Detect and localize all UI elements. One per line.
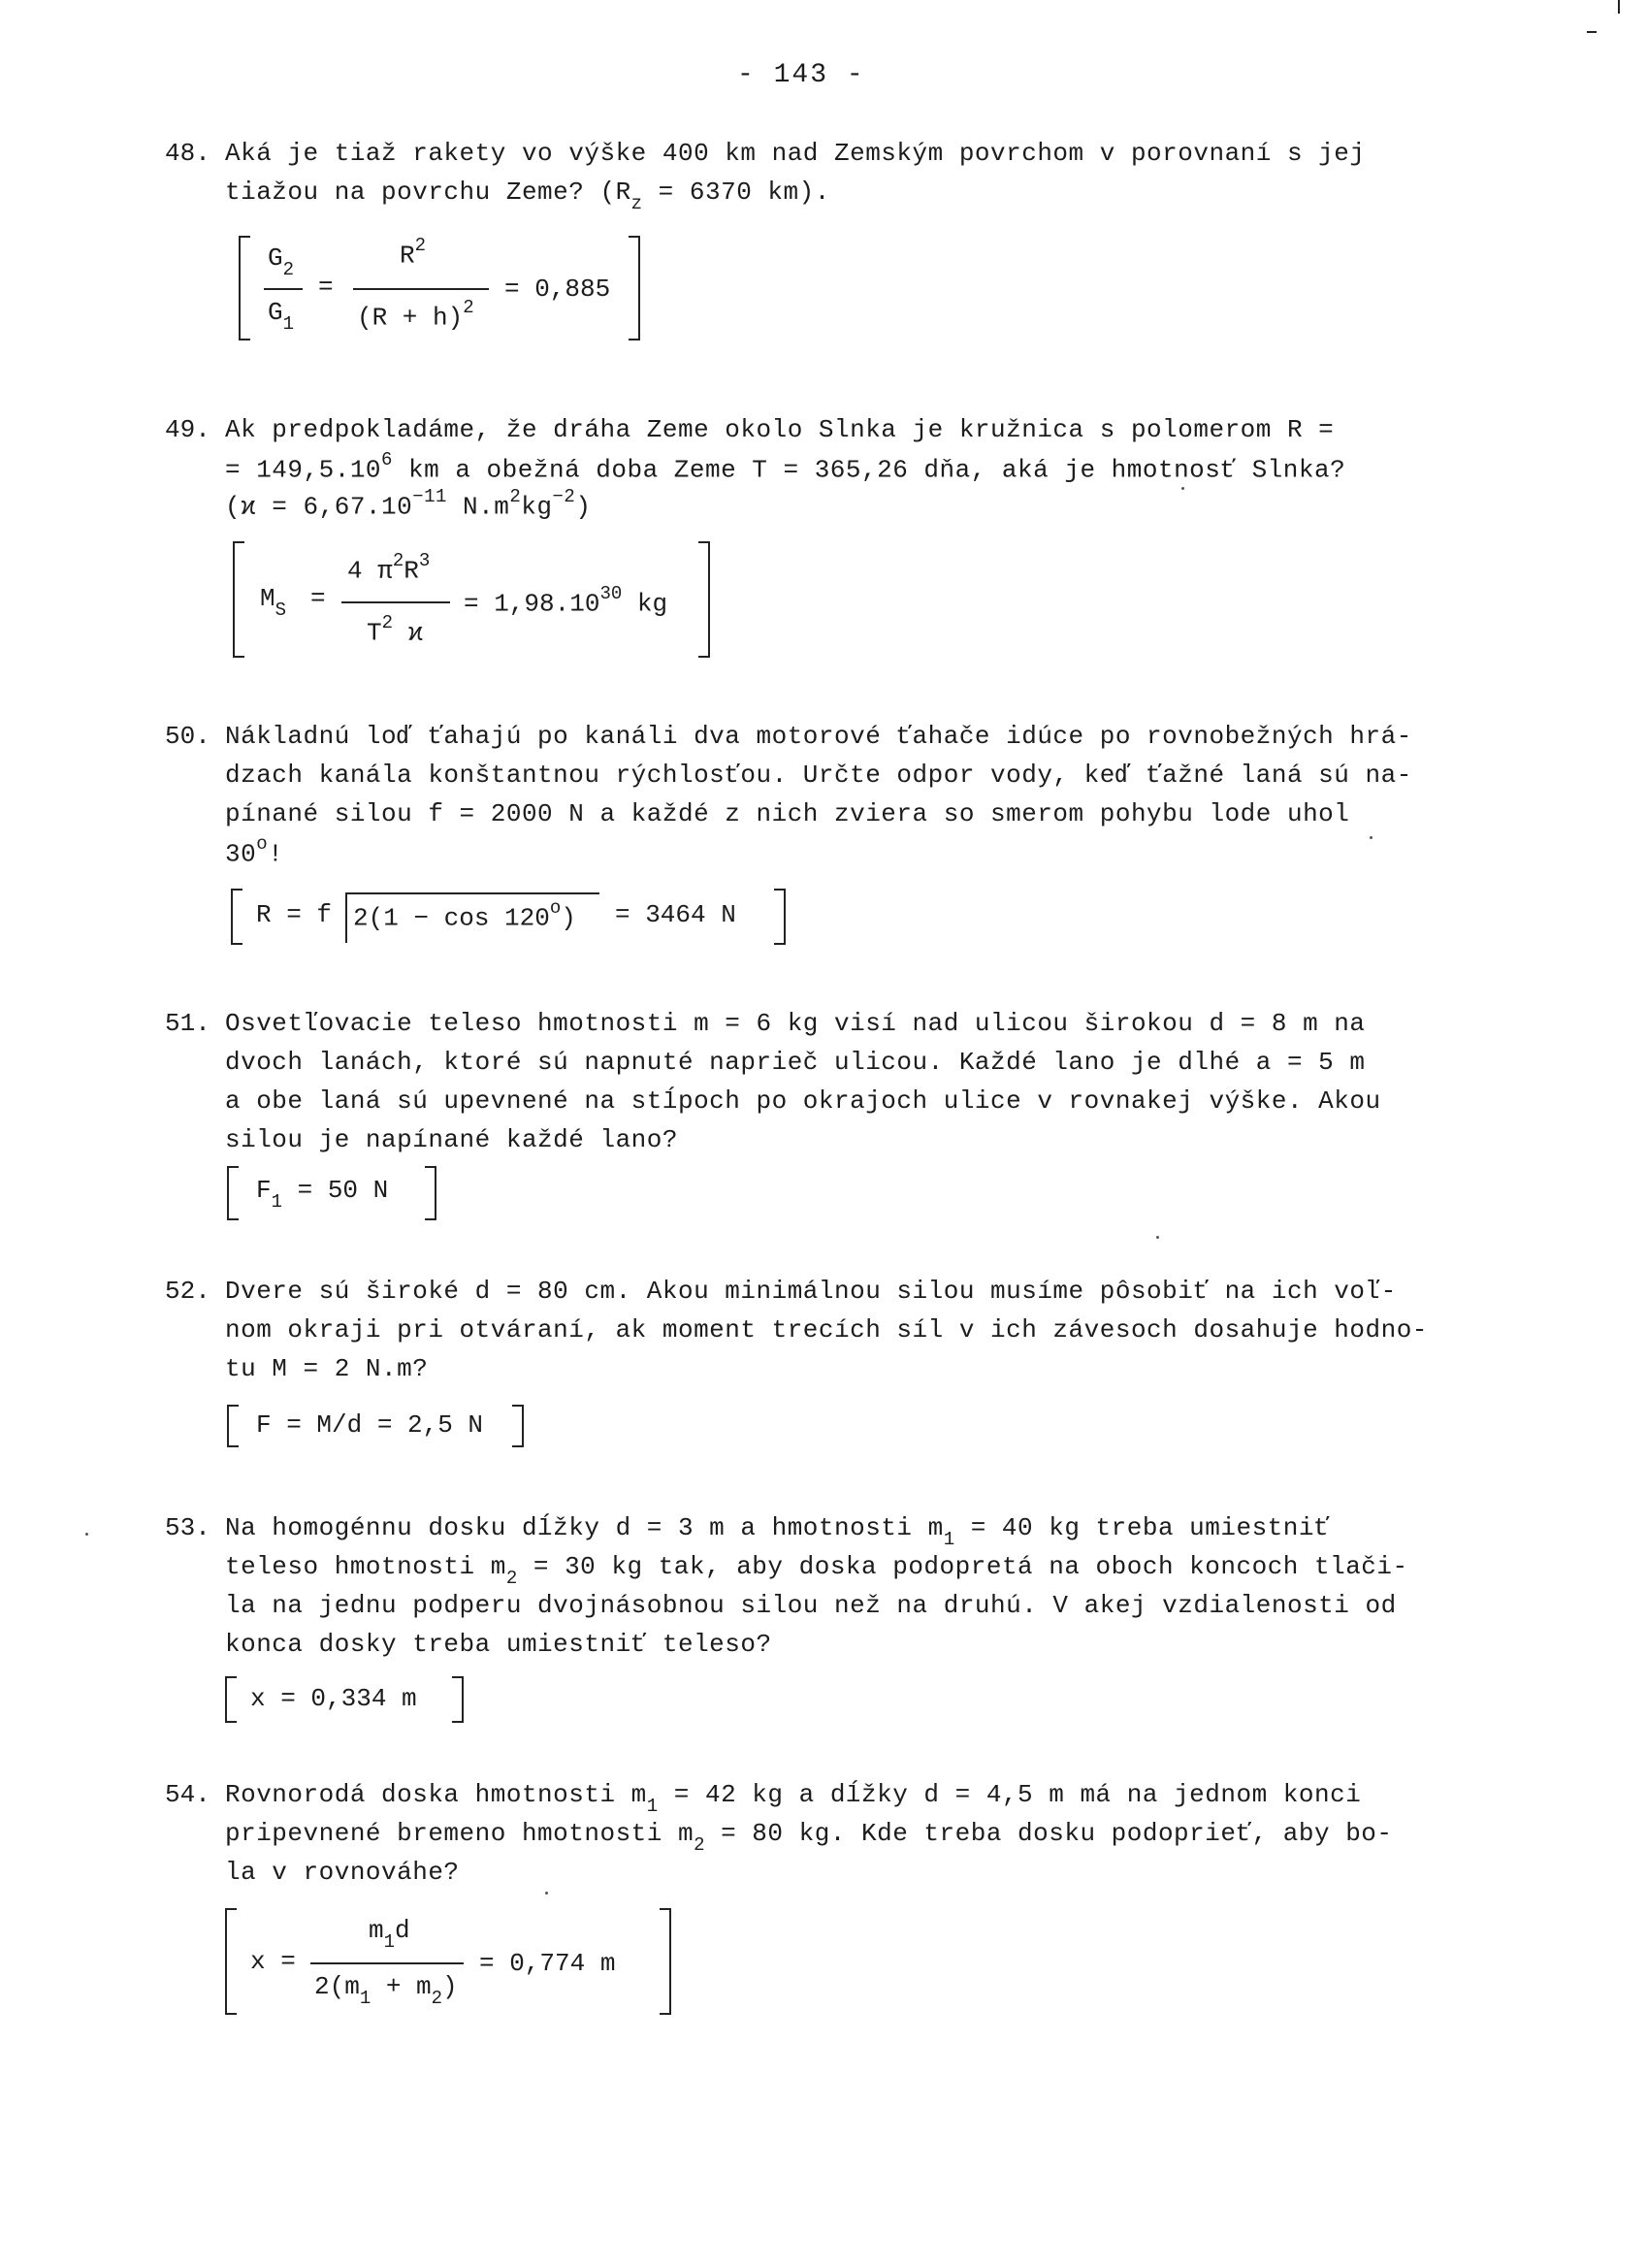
problem-number: 53. — [165, 1513, 210, 1542]
problem-text-line: la na jednu podperu dvojnásobnou silou než na druhú. V akej vzdialenosti od — [225, 1591, 1397, 1620]
problem-text-line: Ak predpokladáme, že dráha Zeme okolo Slnka je kružnica s polomerom R = — [225, 415, 1335, 444]
problem-text-line: Rovnorodá doska hmotnosti $m_1 = 42$ kg a dĺžky d = 4,5 m má na jednom konci — [225, 1780, 1362, 1818]
problem-50 — [165, 722, 1426, 955]
answer-box: R = f 2(1 − cos 120$^o$) = 3464 N — [231, 889, 786, 945]
answer-box — [227, 1405, 524, 1447]
answer-box — [227, 1166, 436, 1220]
problem-number: 52. — [165, 1277, 210, 1306]
fraction: $G_2$ $G_1$ — [264, 236, 303, 340]
answer-result: x = 0,334 m — [250, 1684, 417, 1713]
problem-text-line: dvoch lanách, ktoré sú napnuté naprieč ulicou. Každé lano je dlhé a = 5 m — [225, 1048, 1366, 1077]
problem-text-line: tu M = 2 N.m? — [225, 1354, 429, 1383]
scan-speckle — [545, 1892, 548, 1895]
answer-result: = $1,98.10^{30}$ kg — [464, 583, 668, 619]
problem-text-line: teleso hmotnosti $m_2 = 30$ kg tak, aby doska podopretá na oboch koncoch tlači- — [225, 1552, 1408, 1590]
scan-speckle — [1156, 1236, 1159, 1239]
problem-number: 48. — [165, 139, 210, 168]
problem-52 — [165, 1277, 1426, 1461]
answer-box: x = $m_1d$ $2(m_1 + m_2)$ = 0,774 m — [225, 1908, 671, 2015]
edge-mark — [1618, 0, 1620, 14]
answer-result: = 3464 N — [615, 900, 736, 929]
problem-text-line: = $149,5.10^6$ km a obežná doba Zeme T = 365,26 dňa, aká je hmotnosť Slnka? — [225, 449, 1346, 485]
problem-number: 51. — [165, 1009, 210, 1038]
problem-number: 50. — [165, 722, 210, 751]
answer-box: $G_2$ $G_1$ = $R^2$ $(R + h)^2$ = 0,885 — [239, 236, 640, 340]
problem-48 — [165, 139, 1426, 362]
sqrt-sign — [345, 892, 347, 943]
problem-text-line: tiažou na povrchu Zeme? ($R_z = 6370$ km). — [225, 178, 830, 215]
problem-text-line: 30$^o$! — [225, 833, 284, 869]
scan-speckle — [1370, 836, 1372, 839]
problem-text-line: Osvetľovacie teleso hmotnosti m = 6 kg visí nad ulicou širokou d = 8 m na — [225, 1009, 1366, 1038]
edge-mark — [1587, 31, 1597, 33]
problem-53 — [165, 1513, 1426, 1736]
problem-49 — [165, 415, 1426, 667]
problem-text-line: Dvere sú široké d = 80 cm. Akou minimálnou silou musíme pôsobiť na ich voľ- — [225, 1277, 1397, 1306]
problem-number: 54. — [165, 1780, 210, 1809]
answer-result: F = M/d = 2,5 N — [256, 1410, 484, 1440]
problem-number: 49. — [165, 415, 210, 444]
answer-result: = 0,774 m — [479, 1949, 616, 1978]
problem-text-line: konca dosky treba umiestniť teleso? — [225, 1630, 772, 1659]
problem-text-line: ($ϰ = 6,67.10^{-11}$ $N.m^2kg^{-2}$) — [225, 486, 592, 522]
problem-text-line: silou je napínané každé lano? — [225, 1125, 678, 1154]
answer-box — [225, 1676, 464, 1723]
answer-box: $M_S$ = 4 $\pi^2R^3$ $T^2$ ϰ = $1,98.10^{30}$ kg — [233, 541, 710, 658]
scan-speckle — [1181, 487, 1184, 490]
problem-text-line: la v rovnováhe? — [225, 1858, 460, 1887]
problem-text-line: a obe laná sú upevnené na stĺpoch po okrajoch ulice v rovnakej výške. Akou — [225, 1086, 1381, 1116]
problem-text-line: Na homogénnu dosku dĺžky d = 3 m a hmotnosti $m_1 = 40$ kg treba umiestniť — [225, 1513, 1331, 1551]
answer-result: = 0,885 — [504, 275, 611, 304]
answer-result: $F_1 = 50$ N — [256, 1176, 389, 1214]
fraction: $R^2$ $(R + h)^2$ — [353, 236, 489, 340]
problem-text-line: Nákladnú loď ťahajú po kanáli dva motorové ťahače idúce po rovnobežných hrá- — [225, 722, 1412, 751]
radicand: 2(1 − cos 120$^o$) — [353, 897, 576, 933]
fraction: $m_1d$ $2(m_1 + m_2)$ — [310, 1908, 464, 2015]
problem-text-line: nom okraji pri otváraní, ak moment trecích síl v ich závesoch dosahuje hodno- — [225, 1315, 1428, 1345]
problem-text-line: pripevnené bremeno hmotnosti $m_2 = 80$ kg. Kde treba dosku podoprieť, aby bo- — [225, 1819, 1393, 1857]
fraction: 4 $\pi^2R^3$ $T^2$ ϰ — [341, 541, 450, 658]
problem-text-line: dzach kanála konštantnou rýchlosťou. Určte odpor vody, keď ťažné laná sú na- — [225, 761, 1412, 790]
problem-text-line: pínané silou f = 2000 N a každé z nich zviera so smerom pohybu lode uhol — [225, 799, 1350, 828]
page-number: - 143 - — [737, 60, 865, 90]
problem-text-line: Aká je tiaž rakety vo výške 400 km nad Zemským povrchom v porovnaní s jej — [225, 139, 1366, 168]
scan-speckle — [85, 1533, 88, 1536]
problem-51 — [165, 1009, 1426, 1232]
problem-54 — [165, 1780, 1426, 2032]
